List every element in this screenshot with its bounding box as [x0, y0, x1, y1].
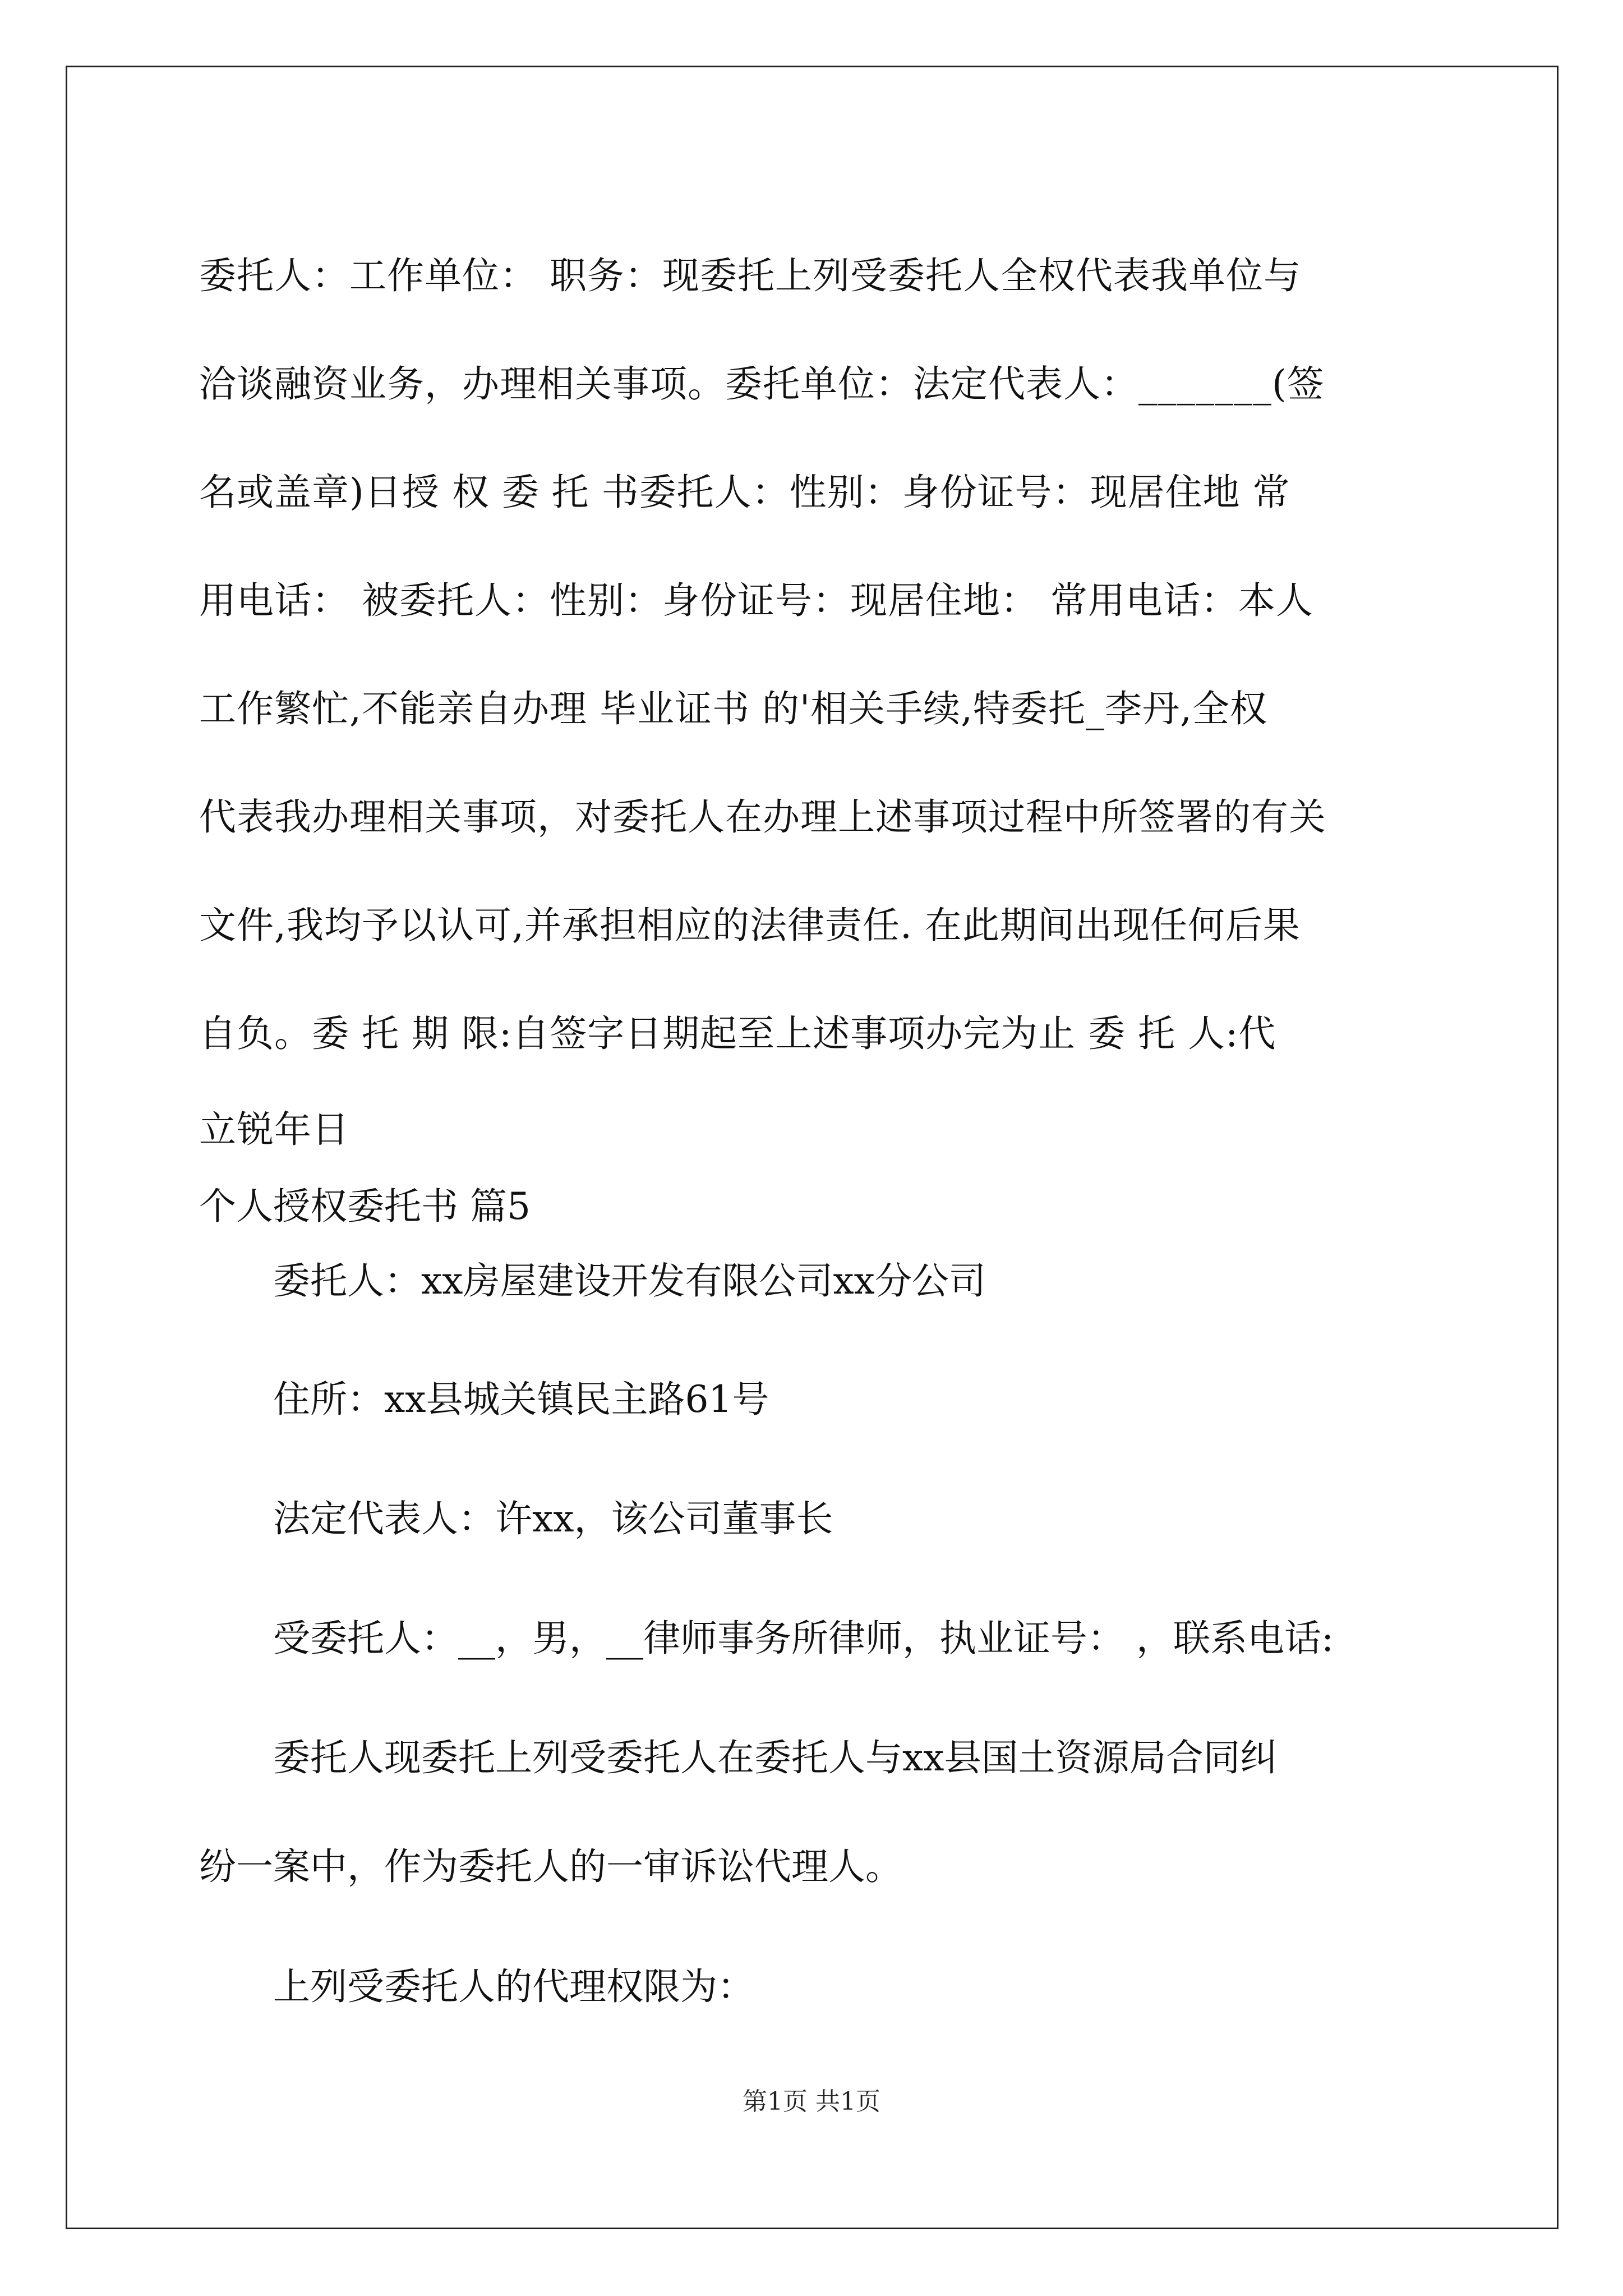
page-footer: 第1页 共1页	[743, 2087, 880, 2116]
text-line: 委托人现委托上列受委托人在委托人与xx县国土资源局合同纠	[273, 1736, 1278, 1779]
agent-line: 受委托人：__，男，__律师事务所律师，执业证号： ，联系电话:	[273, 1617, 1334, 1660]
text-line: 洽谈融资业务，办理相关事项。委托单位：法定代表人：_______(签	[199, 362, 1325, 406]
continued-paragraph	[199, 222, 1427, 1172]
address-line: 住所：xx县城关镇民主路61号	[273, 1378, 769, 1421]
section-heading: 个人授权委托书 篇5	[199, 1185, 531, 1228]
text-line: 纷一案中，作为委托人的一审诉讼代理人。	[199, 1845, 902, 1888]
text-line: 用电话： 被委托人：性别：身份证号：现居住地： 常用电话：本人	[199, 579, 1313, 622]
text-line: 文件,我均予以认可,并承担相应的法律责任. 在此期间出现任何后果	[199, 904, 1301, 947]
authority-heading: 上列受委托人的代理权限为：	[273, 1965, 754, 2008]
text-line: 名或盖章)日授 权 委 托 书委托人：性别：身份证号：现居住地 常	[199, 471, 1290, 514]
text-line: 自负。委 托 期 限:自签字日期起至上述事项办完为止 委 托 人:代	[199, 1012, 1276, 1055]
document-body	[199, 222, 1427, 2078]
entrustment-paragraph	[199, 1697, 1427, 1928]
text-line: 委托人：工作单位： 职务：现委托上列受委托人全权代表我单位与	[199, 254, 1301, 297]
text-line: 立锐年日	[199, 1108, 349, 1151]
principal-line: 委托人：xx房屋建设开发有限公司xx分公司	[273, 1259, 986, 1303]
text-line: 代表我办理相关事项，对委托人在办理上述事项过程中所签署的有关	[199, 795, 1326, 839]
legal-representative-line: 法定代表人：许xx，该公司董事长	[273, 1497, 833, 1540]
text-line: 工作繁忙,不能亲自办理 毕业证书 的'相关手续,特委托_李丹,全权	[199, 687, 1268, 730]
